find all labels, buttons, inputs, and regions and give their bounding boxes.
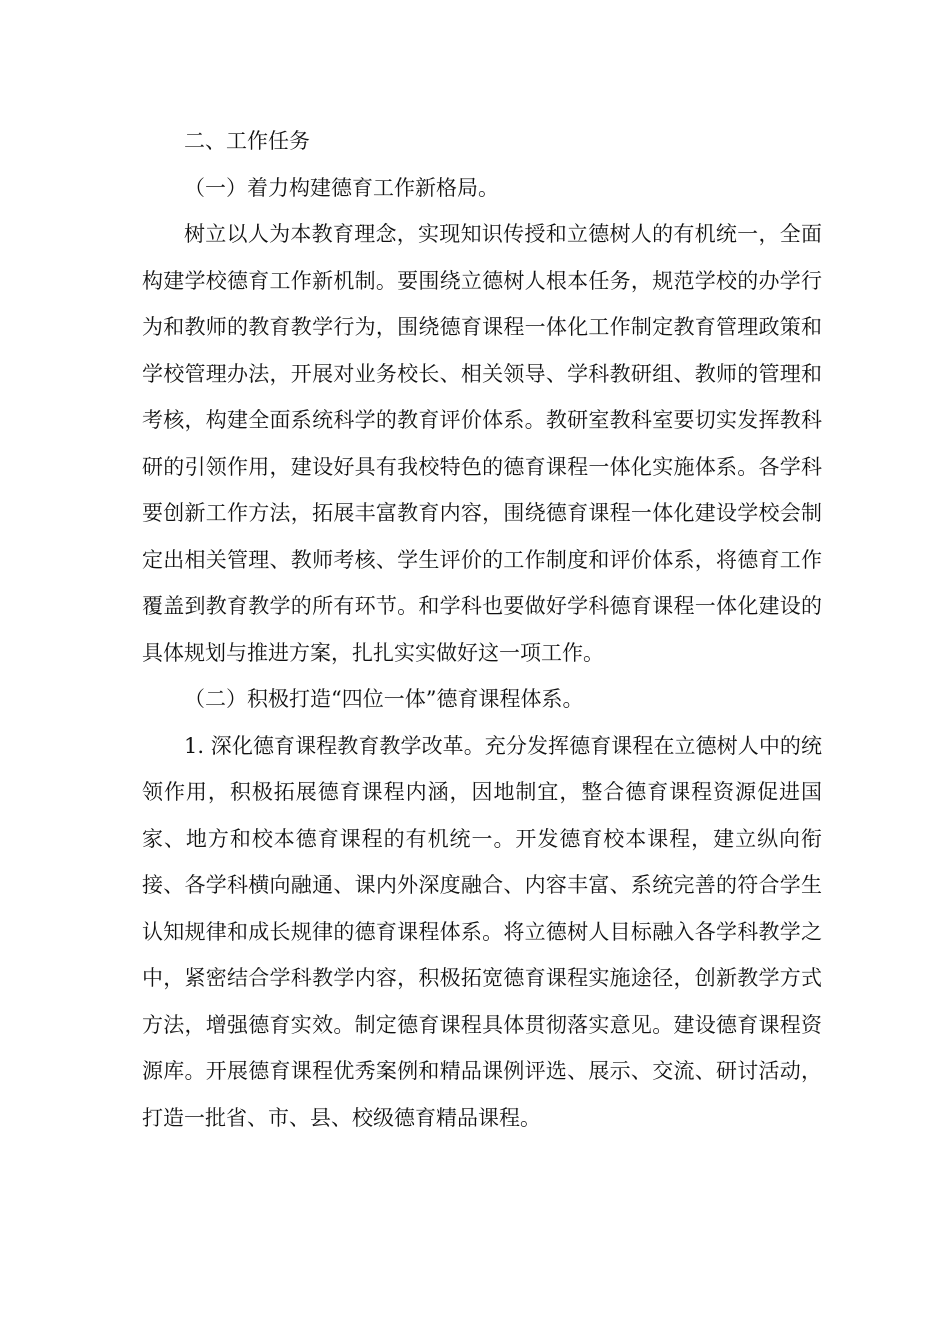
sub-heading-2: （二）积极打造“四位一体”德育课程体系。 (184, 687, 584, 711)
paragraph-2: 1. 深化德育课程教育教学改革。充分发挥德育课程在立德树人中的统领作用，积极拓展德育课程内涵，因地制宜，整合德育课程资源促进国家、地方和校本德育课程的有机统一。开发德育校本课程，建立纵向衔接、各学科横向融通、课内外深度融合、内容丰富、系统完善的符合学生认知规律和成长规律的德育课程体系。将立德树人目标融入各学科教学之中，紧密结合学科教学内容，积极拓宽德育课程实施途径，创新教学方式方法，增强德育实效。制定德育课程具体贯彻落实意见。建设德育课程资源库。开展德育课程优秀案例和精品课例评选、展示、交流、研讨活动，打造一批省、市、县、校级德育精品课程。 (142, 733, 822, 1130)
sub-heading-1: （一）着力构建德育工作新格局。 (184, 175, 499, 200)
section-heading: 二、工作任务 (184, 129, 310, 153)
paragraph-1: 树立以人为本教育理念，实现知识传授和立德树人的有机统一，全面构建学校德育工作新机制。要围绕立德树人根本任务，规范学校的办学行为和教师的教育教学行为，围绕德育课程一体化工作制定教育管理政策和学校管理办法，开展对业务校长、相关领导、学科教研组、教师的管理和考核，构建全面系统科学的教育评价体系。教研室教科室要切实发挥教科研的引领作用，建设好具有我校特色的德育课程一体化实施体系。各学科要创新工作方法，拓展丰富教育内容，围绕德育课程一体化建设学校会制定出相关管理、教师考核、学生评价的工作制度和评价体系，将德育工作覆盖到教育教学的所有环节。和学科也要做好学科德育课程一体化建设的具体规划与推进方案，扎扎实实做好这一项工作。 (142, 222, 822, 665)
document-body (142, 118, 822, 1141)
